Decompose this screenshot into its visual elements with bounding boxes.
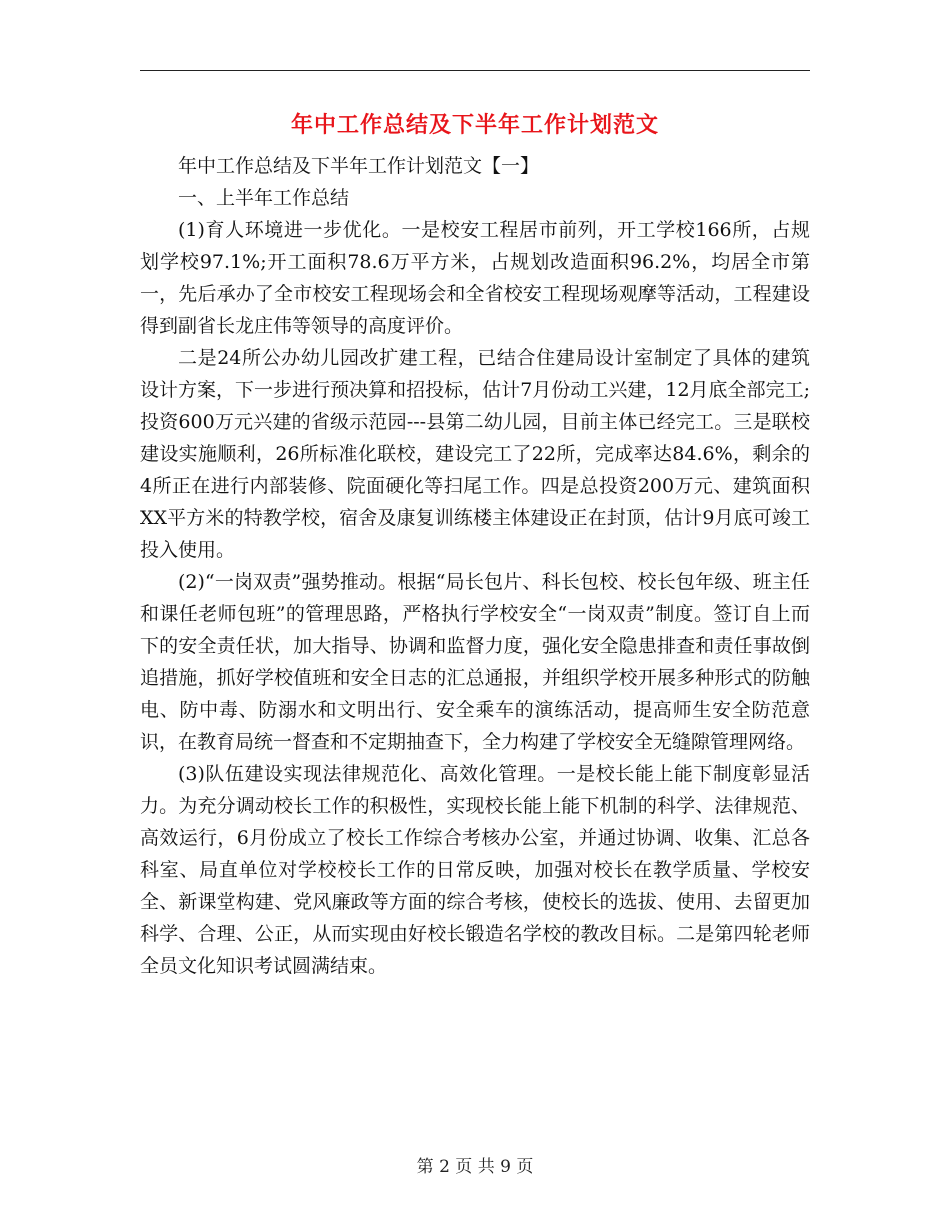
subsection-heading: 一、上半年工作总结 [178, 187, 350, 209]
document-body [140, 150, 810, 982]
paragraph: (1)育人环境进一步优化。一是校安工程居市前列，开工学校166所，占规划学校97.1%;开工面积78.6万平方米，占规划改造面积96.2%，均居全市第一，先后承办了全市校安工程现场会和全省校安工程现场观摩等活动，工程建设得到副省长龙庄伟等领导的高度评价。 [140, 219, 810, 337]
paragraph: 二是24所公办幼儿园改扩建工程，已结合住建局设计室制定了具体的建筑设计方案，下一步进行预决算和招投标，估计7月份动工兴建，12月底全部完工;投资600万元兴建的省级示范园---县第二幼儿园，目前主体已经完工。三是联校建设实施顺利，26所标准化联校，建设完工了22所，完成率达84.6%，剩余的4所正在进行内部装修、院面硬化等扫尾工作。四是总投资200万元、建筑面积XX平方米的特教学校，宿舍及康复训练楼主体建设正在封顶，估计9月底可竣工投入使用。 [140, 347, 810, 561]
document-title: 年中工作总结及下半年工作计划范文 [290, 112, 659, 138]
paragraph: (3)队伍建设实现法律规范化、高效化管理。一是校长能上能下制度彰显活力。为充分调动校长工作的积极性，实现校长能上能下机制的科学、法律规范、高效运行，6月份成立了校长工作综合考核办公室，并通过协调、收集、汇总各科室、局直单位对学校校长工作的日常反映，加强对校长在教学质量、学校安全、新课堂构建、党风廉政等方面的综合考核，使校长的选拔、使用、去留更加科学、合理、公正，从而实现由好校长锻造名学校的教改目标。二是第四轮老师全员文化知识考试圆满结束。 [140, 763, 810, 977]
section-heading: 年中工作总结及下半年工作计划范文【一】 [178, 155, 540, 177]
page-number: 第 2 页 共 9 页 [416, 1157, 534, 1177]
paragraph: (2)“一岗双责”强势推动。根据“局长包片、科长包校、校长包年级、班主任和课任老师包班”的管理思路，严格执行学校安全“一岗双责”制度。签订自上而下的安全责任状，加大指导、协调和监督力度，强化安全隐患排查和责任事故倒追措施，抓好学校值班和安全日志的汇总通报，并组织学校开展多种形式的防触电、防中毒、防溺水和文明出行、安全乘车的演练活动，提高师生安全防范意识，在教育局统一督查和不定期抽查下，全力构建了学校安全无缝隙管理网络。 [140, 571, 810, 753]
header-rule [140, 70, 810, 71]
